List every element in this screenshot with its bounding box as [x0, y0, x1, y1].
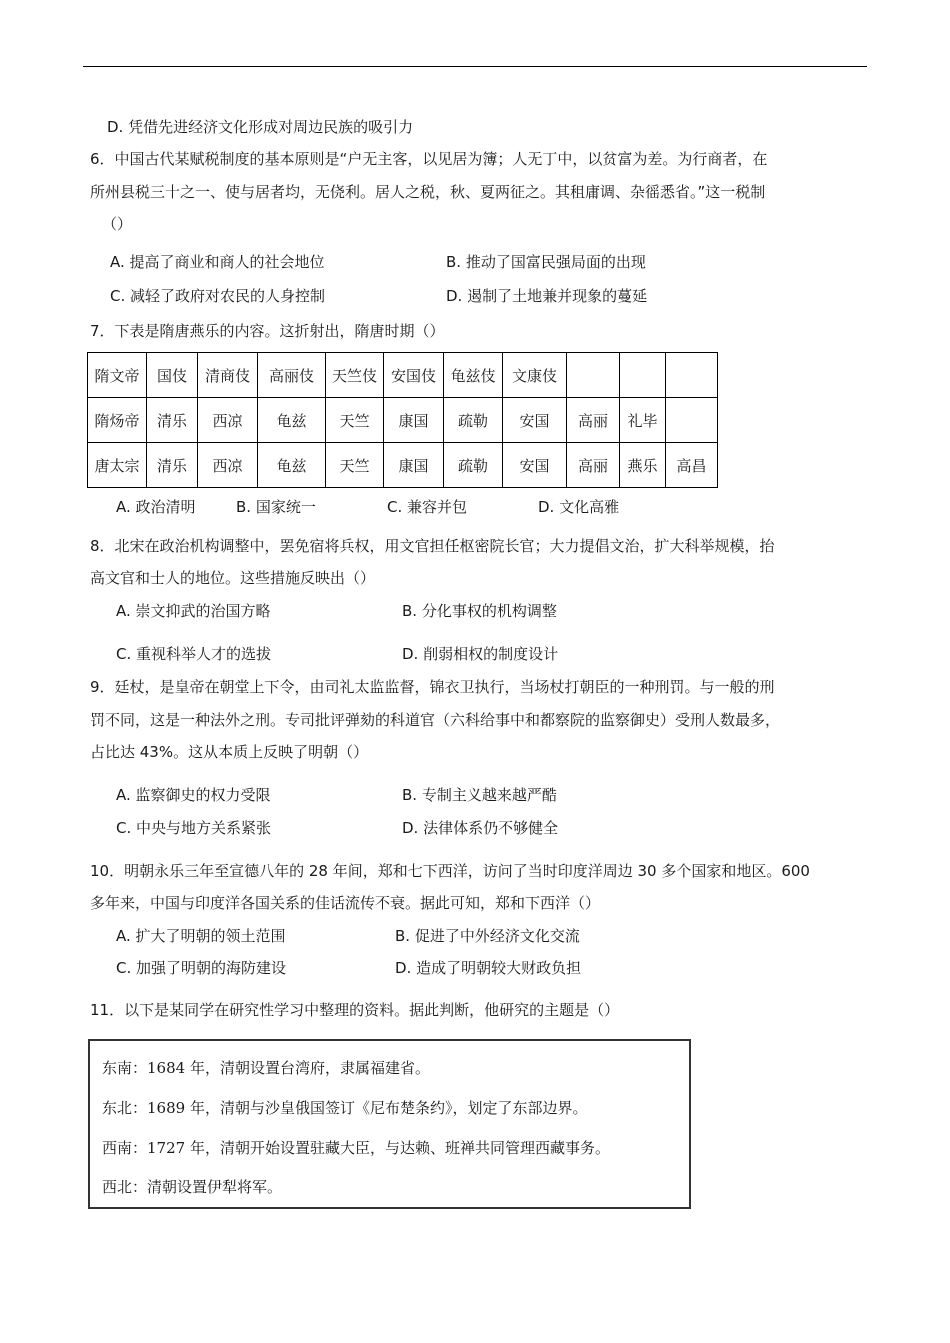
q8-stem-line-1: 8．北宋在政治机构调整中，罢免宿将兵权，用文官担任枢密院长官；大力提倡文治，扩大科举规模，抬 [90, 537, 775, 555]
q6-option-d[interactable]: D. 遏制了土地兼并现象的蔓延 [446, 287, 648, 305]
q10-option-a[interactable]: A. 扩大了明朝的领土范围 [116, 927, 286, 945]
q9-stem-line-3: 占比达 43%。这从本质上反映了明朝（） [90, 743, 369, 761]
material-line-northeast: 东北：1689 年，清朝与沙皇俄国签订《尼布楚条约》，划定了东部边界。 [102, 1099, 588, 1117]
table-cell: 清乐 [147, 443, 198, 488]
table-cell: 燕乐 [620, 443, 666, 488]
table-cell [666, 398, 718, 443]
table-cell: 高丽 [567, 443, 620, 488]
q8-option-d[interactable]: D. 削弱相权的制度设计 [402, 645, 559, 663]
q6-stem-line-2: 所州县税三十之一、使与居者均，无侥利。居人之税，秋、夏两征之。其租庸调、杂徭悉省。”这一税制 [90, 183, 766, 201]
table-cell [567, 353, 620, 398]
table-cell: 龟兹 [258, 398, 326, 443]
material-line-northwest: 西北：清朝设置伊犁将军。 [102, 1178, 283, 1196]
q8-option-c[interactable]: C. 重视科举人才的选拔 [116, 645, 272, 663]
q7-option-d[interactable]: D. 文化高雅 [538, 498, 620, 516]
table-cell: 高昌 [666, 443, 718, 488]
table-cell: 龟兹 [258, 443, 326, 488]
table-cell: 天竺 [326, 443, 384, 488]
q6-option-c[interactable]: C. 减轻了政府对农民的人身控制 [110, 287, 326, 305]
table-cell [666, 353, 718, 398]
q5-option-d: D. 凭借先进经济文化形成对周边民族的吸引力 [107, 118, 414, 136]
table-cell: 隋文帝 [88, 353, 147, 398]
table-cell: 高丽 [567, 398, 620, 443]
q9-stem-line-2: 罚不同，这是一种法外之刑。专司批评弹劾的科道官（六科给事中和都察院的监察御史）受刑人数最多， [90, 711, 781, 729]
table-cell: 天竺伎 [326, 353, 384, 398]
q10-option-b[interactable]: B. 促进了中外经济文化交流 [395, 927, 580, 945]
q6-stem-line-3: （） [102, 215, 133, 233]
q8-option-a[interactable]: A. 崇文抑武的治国方略 [116, 602, 271, 620]
q9-option-d[interactable]: D. 法律体系仍不够健全 [402, 819, 559, 837]
q9-stem-line-1: 9．廷杖，是皇帝在朝堂上下令，由司礼太监监督，锦衣卫执行，当场杖打朝臣的一种刑罚。与一般的刑 [90, 678, 775, 696]
table-cell: 安国 [503, 398, 567, 443]
table-cell: 天竺 [326, 398, 384, 443]
q7-option-c[interactable]: C. 兼容并包 [387, 498, 468, 516]
table-cell: 康国 [384, 443, 444, 488]
q11-stem: 11．以下是某同学在研究性学习中整理的资料。据此判断，他研究的主题是（） [90, 1001, 620, 1019]
q8-stem-line-2: 高文官和士人的地位。这些措施反映出（） [90, 569, 376, 587]
table-cell: 安国伎 [384, 353, 444, 398]
material-line-southwest: 西南：1727 年，清朝开始设置驻藏大臣，与达赖、班禅共同管理西藏事务。 [102, 1139, 610, 1157]
table-row [88, 398, 718, 443]
table-row [88, 443, 718, 488]
table-cell: 唐太宗 [88, 443, 147, 488]
table-cell: 疏勒 [444, 398, 503, 443]
table-cell: 清商伎 [198, 353, 258, 398]
q9-option-a[interactable]: A. 监察御史的权力受限 [116, 786, 271, 804]
q6-option-a[interactable]: A. 提高了商业和商人的社会地位 [110, 253, 325, 271]
table-cell: 国伎 [147, 353, 198, 398]
table-row [88, 353, 718, 398]
q10-option-c[interactable]: C. 加强了明朝的海防建设 [116, 959, 287, 977]
q10-option-d[interactable]: D. 造成了明朝较大财政负担 [395, 959, 582, 977]
table-cell: 疏勒 [444, 443, 503, 488]
q8-option-b[interactable]: B. 分化事权的机构调整 [402, 602, 557, 620]
table-cell: 高丽伎 [258, 353, 326, 398]
q7-stem: 7．下表是隋唐燕乐的内容。这折射出，隋唐时期（） [90, 322, 445, 340]
q10-stem-line-2: 多年来，中国与印度洋各国关系的佳话流传不衰。据此可知，郑和下西洋（） [90, 894, 601, 912]
table-cell: 隋炀帝 [88, 398, 147, 443]
header-rule [83, 66, 867, 67]
table-cell: 西凉 [198, 443, 258, 488]
q7-option-b[interactable]: B. 国家统一 [236, 498, 316, 516]
table-cell: 龟兹伎 [444, 353, 503, 398]
q10-stem-line-1: 10．明朝永乐三年至宣德八年的 28 年间，郑和七下西洋，访问了当时印度洋周边 30 多个国家和地区。600 [90, 862, 810, 880]
table-cell: 文康伎 [503, 353, 567, 398]
q6-option-b[interactable]: B. 推动了国富民强局面的出现 [446, 253, 646, 271]
table-cell: 礼毕 [620, 398, 666, 443]
table-cell: 康国 [384, 398, 444, 443]
table-cell: 西凉 [198, 398, 258, 443]
q7-option-a[interactable]: A. 政治清明 [116, 498, 196, 516]
q11-material-box [88, 1039, 691, 1209]
q9-option-c[interactable]: C. 中央与地方关系紧张 [116, 819, 272, 837]
table-cell [620, 353, 666, 398]
q9-option-b[interactable]: B. 专制主义越来越严酷 [402, 786, 557, 804]
table-cell: 清乐 [147, 398, 198, 443]
table-cell: 安国 [503, 443, 567, 488]
q6-stem-line-1: 6．中国古代某赋税制度的基本原则是“户无主客，以见居为簿；人无丁中，以贫富为差。为行商者，在 [90, 150, 768, 168]
material-line-southeast: 东南：1684 年，清朝设置台湾府，隶属福建省。 [102, 1059, 430, 1077]
yanyue-table [87, 352, 718, 488]
